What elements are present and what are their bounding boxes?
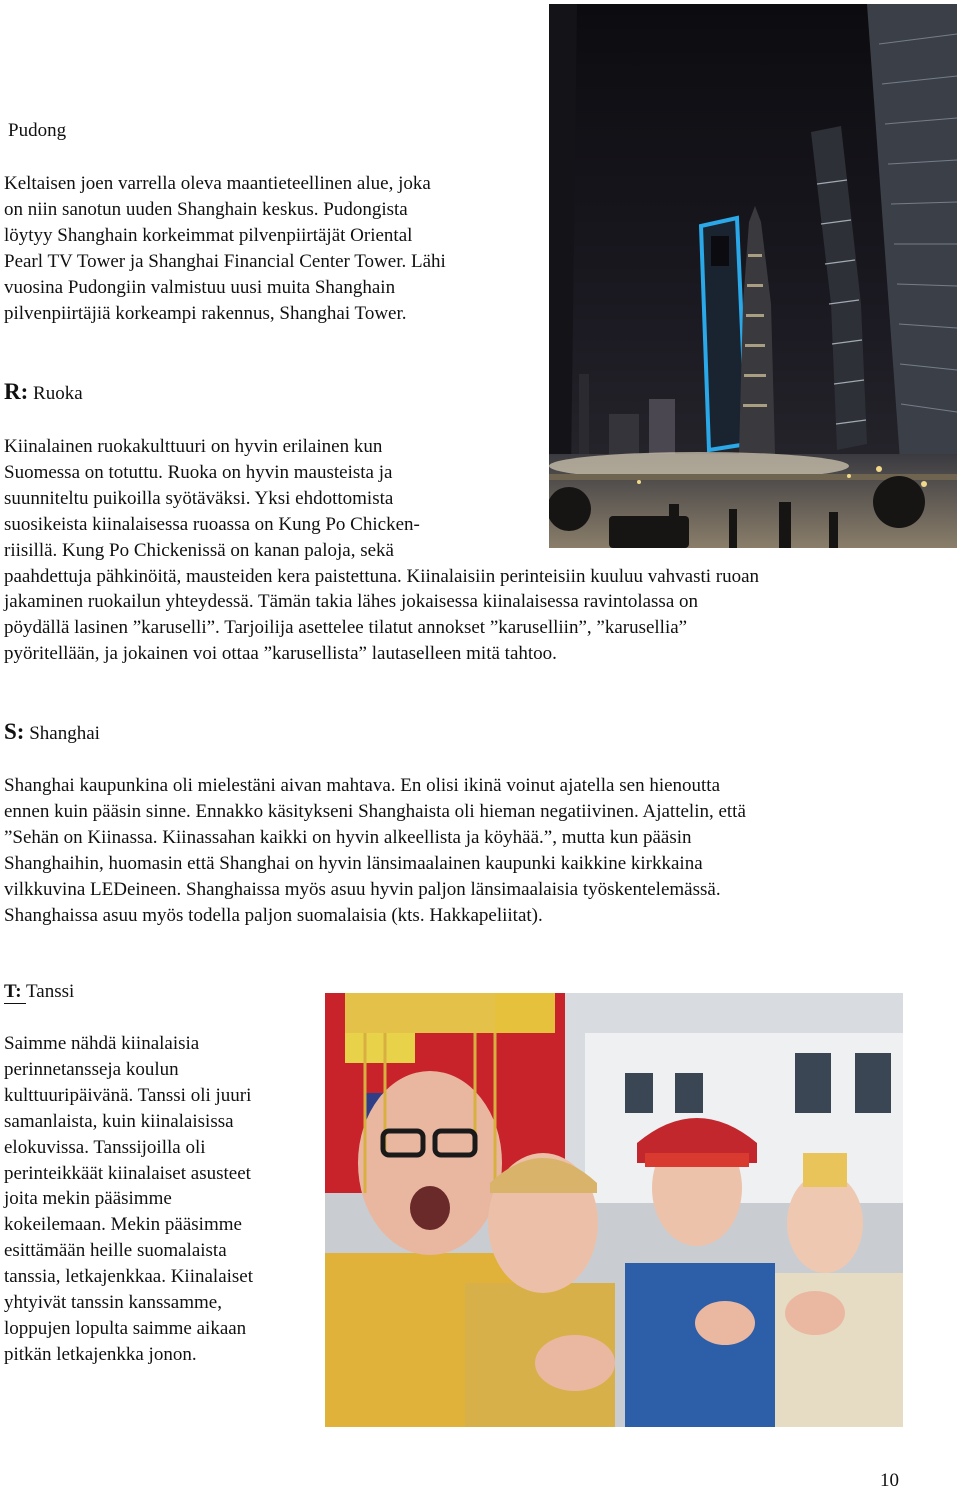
section-title: Shanghai [29,723,100,744]
ruoka-line: pyöritellään, ja jokainen voi ottaa ”karusellista” lautaselleen mitä tahtoo. [4,643,557,665]
section-title: Tanssi [26,981,75,1002]
tanssi-line: samanlaista, kuin kiinalaisissa [4,1110,234,1132]
tanssi-line: pitkän letkajenkka jonon. [4,1343,197,1365]
section-letter: R: [4,379,29,404]
tanssi-heading [4,981,74,1003]
ruoka-line: riisillä. Kung Po Chickenissä on kanan paloja, sekä [4,539,394,561]
ruoka-line: paahdettuja pähkinöitä, mausteiden kera paistettuna. Kiinalaisiin perinteisiin kuuluu vahvasti ruoan [4,565,760,587]
shanghai-line: Shanghai kaupunkina oli mielestäni aivan mahtava. En olisi ikinä voinut ajatella sen hienoutta [4,775,721,796]
pudong-line: pilvenpiirtäjiä korkeampi rakennus, Shanghai Tower. [4,302,407,324]
section-title: Ruoka [33,383,83,404]
shanghai-line: ”Sehän on Kiinassa. Kiinassahan kaikki on hyvin alkeellista ja köyhää.”, mutta kun pääsin [4,826,692,848]
tanssi-line: perinteikkäät kiinalaiset asusteet [4,1162,251,1184]
shanghai-line: ennen kuin pääsin sinne. Ennakko käsitykseni Shanghaista oli hieman negatiivinen. Ajattelin, että [4,800,746,822]
pudong-line: löytyy Shanghain korkeimmat pilvenpiirtäjät Oriental [4,224,413,246]
section-letter: S: [4,719,25,744]
pudong-line: on niin sanotun uuden Shanghain keskus. Pudongista [4,198,408,220]
pudong-line: Pearl TV Tower ja Shanghai Financial Center Tower. Lähi [4,250,446,272]
dance-group-photo [325,993,903,1427]
tanssi-line: kokeilemaan. Mekin pääsimme [4,1214,242,1236]
shanghai-line: Shanghaihin, huomasin että Shanghai on hyvin länsimaalainen kaupunki kaikkine kirkkaina [4,852,703,874]
tanssi-line: joita mekin pääsimme [4,1188,172,1210]
ruoka-line: pöydällä lasinen ”karuselli”. Tarjoilija asettelee tilatut annokset ”karuselliin”, ”karusellia” [4,617,688,639]
heading-underline [4,1003,26,1004]
pudong-line: vuosina Pudongiin valmistuu uusi muita Shanghain [4,276,396,298]
ruoka-line: jakaminen ruokailun yhteydessä. Tämän takia lähes jokaisessa kiinalaisessa ravintolassa on [4,591,699,613]
ruoka-heading [4,379,83,405]
section-letter: T: [4,981,22,1002]
tanssi-line: Saimme nähdä kiinalaisia [4,1033,200,1054]
tanssi-line: perinnetansseja koulun [4,1058,179,1080]
shanghai-heading [4,719,100,745]
shanghai-line: Shanghaissa asuu myös todella paljon suomalaisia (kts. Hakkapeliitat). [4,904,543,926]
ruoka-line: Suomessa on totuttu. Ruoka on hyvin mausteista ja [4,461,393,483]
tanssi-line: loppujen lopulta saimme aikaan [4,1317,247,1339]
tanssi-paragraph [4,1031,319,1368]
pudong-heading: Pudong [8,120,67,141]
shanghai-line: vilkkuvina LEDeineen. Shanghaissa myös asuu hyvin paljon länsimaalaisia työskentelemässä. [4,878,721,900]
ruoka-line: suunniteltu puikoilla syötäväksi. Yksi ehdottomista [4,487,394,509]
ruoka-line: suosikeista kiinalaisessa ruoassa on Kung Po Chicken- [4,513,420,535]
tanssi-line: esittämään heille suomalaista [4,1240,227,1262]
shanghai-paragraph [4,773,944,928]
pudong-line: Keltaisen joen varrella oleva maantieteellinen alue, joka [4,173,431,194]
tanssi-line: tanssia, letkajenkkaa. Kiinalaiset [4,1266,254,1288]
tanssi-line: elokuvissa. Tanssijoilla oli [4,1136,206,1158]
page-number: 10 [880,1470,899,1491]
ruoka-line: Kiinalainen ruokakulttuuri on hyvin erilainen kun [4,436,383,457]
shanghai-skyline-photo [549,4,957,548]
tanssi-line: yhtyivät tanssin kanssamme, [4,1292,222,1314]
pudong-paragraph [4,171,544,326]
tanssi-line: kulttuuripäivänä. Tanssi oli juuri [4,1084,252,1106]
